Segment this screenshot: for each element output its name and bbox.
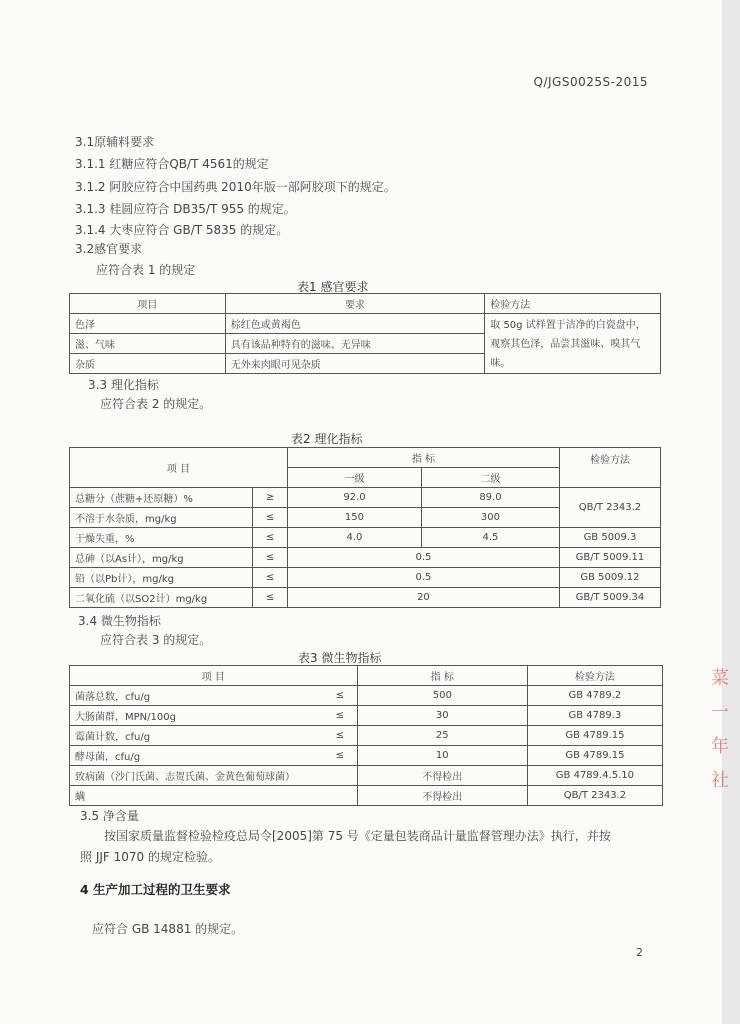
clause-3-1-4: 3.1.4 大枣应符合 GB/T 5835 的规定。 xyxy=(75,223,289,237)
table-1-header: 项目 xyxy=(70,294,226,314)
table-3-symbol: ≤ xyxy=(323,726,357,746)
table-2-symbol: ≤ xyxy=(253,588,288,608)
table-1-method-line: 味。 xyxy=(490,358,511,369)
table-3-method: GB 4789.4.5.10 xyxy=(527,766,662,786)
table-3-item: 螨 xyxy=(70,786,358,806)
table-2-grade-2: 二级 xyxy=(421,468,559,488)
table-3-value: 30 xyxy=(357,706,527,726)
table-1-cell: 棕红色或黄褐色 xyxy=(225,314,485,334)
table-2-value: 4.5 xyxy=(421,528,559,548)
table-2-item: 不溶于水杂质，mg/kg xyxy=(70,508,253,528)
table-3-symbol: ≤ xyxy=(323,686,357,706)
table-2-value: 300 xyxy=(421,508,559,528)
table-3-value: 不得检出 xyxy=(357,766,527,786)
table-3-value: 25 xyxy=(357,726,527,746)
table-2-item: 铅（以Pb计），mg/kg xyxy=(70,568,253,588)
table-1-cell: 杂质 xyxy=(70,354,226,374)
table-3-item: 致病菌（沙门氏菌、志贺氏菌、金黄色葡萄球菌） xyxy=(70,766,358,786)
stamp-char: 社 xyxy=(711,770,729,791)
table-2-symbol: ≤ xyxy=(253,568,288,588)
table-2-header-method: 检验方法 xyxy=(559,448,660,488)
table-2-method: QB/T 2343.2 xyxy=(559,488,660,528)
table-2-item: 总砷（以As计），mg/kg xyxy=(70,548,253,568)
table-2-value: 92.0 xyxy=(287,488,421,508)
table-3 xyxy=(69,665,663,806)
table-2-value: 4.0 xyxy=(287,528,421,548)
table-3-method: QB/T 2343.2 xyxy=(527,786,662,806)
table-3-symbol: ≤ xyxy=(323,746,357,766)
table-1-method-line: 取 50g 试样置于洁净的白瓷盘中， xyxy=(490,320,646,331)
table-2-value: 0.5 xyxy=(287,548,559,568)
table-2-method: GB/T 5009.11 xyxy=(559,548,660,568)
table-3-symbol: ≤ xyxy=(323,706,357,726)
table-3-method: GB 4789.3 xyxy=(527,706,662,726)
table-2-symbol: ≤ xyxy=(253,508,288,528)
table-3-item: 菌落总数，cfu/g xyxy=(70,686,323,706)
table-1-method xyxy=(485,314,661,374)
section-3-4-heading: 3.4 微生物指标 xyxy=(78,614,161,628)
section-3-3-heading: 3.3 理化指标 xyxy=(88,378,159,392)
table-3-value: 500 xyxy=(357,686,527,706)
standard-number: Q/JGS0025S-2015 xyxy=(533,75,648,89)
section-3-5-text-2: 照 JJF 1070 的规定检验。 xyxy=(80,850,220,864)
table-3-value: 10 xyxy=(357,746,527,766)
table-2-symbol: ≥ xyxy=(253,488,288,508)
clause-3-1-1: 3.1.1 红糖应符合QB/T 4561的规定 xyxy=(75,157,269,171)
table-1-method-line: 观察其色泽，品尝其滋味、嗅其气 xyxy=(490,339,641,350)
table-1 xyxy=(69,293,661,374)
table-3-item: 酵母菌，cfu/g xyxy=(70,746,323,766)
table-2-value: 150 xyxy=(287,508,421,528)
table-2-header-index: 指 标 xyxy=(287,448,559,468)
section-4-text: 应符合 GB 14881 的规定。 xyxy=(92,922,244,936)
stamp-char: 年 xyxy=(711,736,729,757)
table-3-method: GB 4789.15 xyxy=(527,746,662,766)
table-1-header: 要求 xyxy=(225,294,485,314)
section-4-heading: 4 生产加工过程的卫生要求 xyxy=(80,882,231,897)
section-3-2-text: 应符合表 1 的规定 xyxy=(96,263,196,277)
section-3-4-text: 应符合表 3 的规定。 xyxy=(100,633,212,647)
table-3-method: GB 4789.2 xyxy=(527,686,662,706)
table-2-method: GB 5009.12 xyxy=(559,568,660,588)
table-2-header-item: 项 目 xyxy=(70,448,288,488)
section-3-3-text: 应符合表 2 的规定。 xyxy=(100,397,212,411)
table-2-grade-1: 一级 xyxy=(287,468,421,488)
table-1-cell: 无外来肉眼可见杂质 xyxy=(225,354,485,374)
table-3-header: 指 标 xyxy=(357,666,527,686)
stamp-char: 一 xyxy=(711,702,729,723)
table-1-cell: 色泽 xyxy=(70,314,226,334)
table-2-item: 二氧化硫（以SO2计）mg/kg xyxy=(70,588,253,608)
table-2-value: 20 xyxy=(287,588,559,608)
table-2-symbol: ≤ xyxy=(253,548,288,568)
table-2-item: 干燥失重，% xyxy=(70,528,253,548)
table-2-method: GB/T 5009.34 xyxy=(559,588,660,608)
table-1-cell: 滋、气味 xyxy=(70,334,226,354)
table-3-method: GB 4789.15 xyxy=(527,726,662,746)
table-3-header: 检验方法 xyxy=(527,666,662,686)
table-3-value: 不得检出 xyxy=(357,786,527,806)
page-edge xyxy=(722,0,740,1024)
section-3-5-text-1: 按国家质量监督检验检疫总局令[2005]第 75 号《定量包装商品计量监督管理办法》执行，并按 xyxy=(104,829,611,843)
table-2 xyxy=(69,447,661,608)
page-number: 2 xyxy=(636,946,643,959)
table-2-method: GB 5009.3 xyxy=(559,528,660,548)
section-3-1-heading: 3.1原辅料要求 xyxy=(75,135,155,149)
table-2-caption: 表2 理化指标 xyxy=(291,432,363,446)
table-3-item: 大肠菌群，MPN/100g xyxy=(70,706,323,726)
table-2-item: 总糖分（蔗糖+还原糖）% xyxy=(70,488,253,508)
table-2-symbol: ≤ xyxy=(253,528,288,548)
table-1-header: 检验方法 xyxy=(485,294,661,314)
clause-3-1-3: 3.1.3 桂圆应符合 DB35/T 955 的规定。 xyxy=(75,202,296,216)
clause-3-1-2: 3.1.2 阿胶应符合中国药典 2010年版一部阿胶项下的规定。 xyxy=(75,180,396,194)
table-3-header: 项 目 xyxy=(70,666,358,686)
table-2-value: 89.0 xyxy=(421,488,559,508)
section-3-2-heading: 3.2感官要求 xyxy=(75,242,143,256)
table-3-item: 霉菌计数，cfu/g xyxy=(70,726,323,746)
section-3-5-heading: 3.5 净含量 xyxy=(80,809,139,823)
table-1-caption: 表1 感官要求 xyxy=(297,280,369,294)
table-2-value: 0.5 xyxy=(287,568,559,588)
stamp-char: 菜 xyxy=(711,668,729,689)
seal-stamp xyxy=(706,662,734,798)
table-3-caption: 表3 微生物指标 xyxy=(298,651,382,665)
table-1-cell: 具有该品种特有的滋味、无异味 xyxy=(225,334,485,354)
